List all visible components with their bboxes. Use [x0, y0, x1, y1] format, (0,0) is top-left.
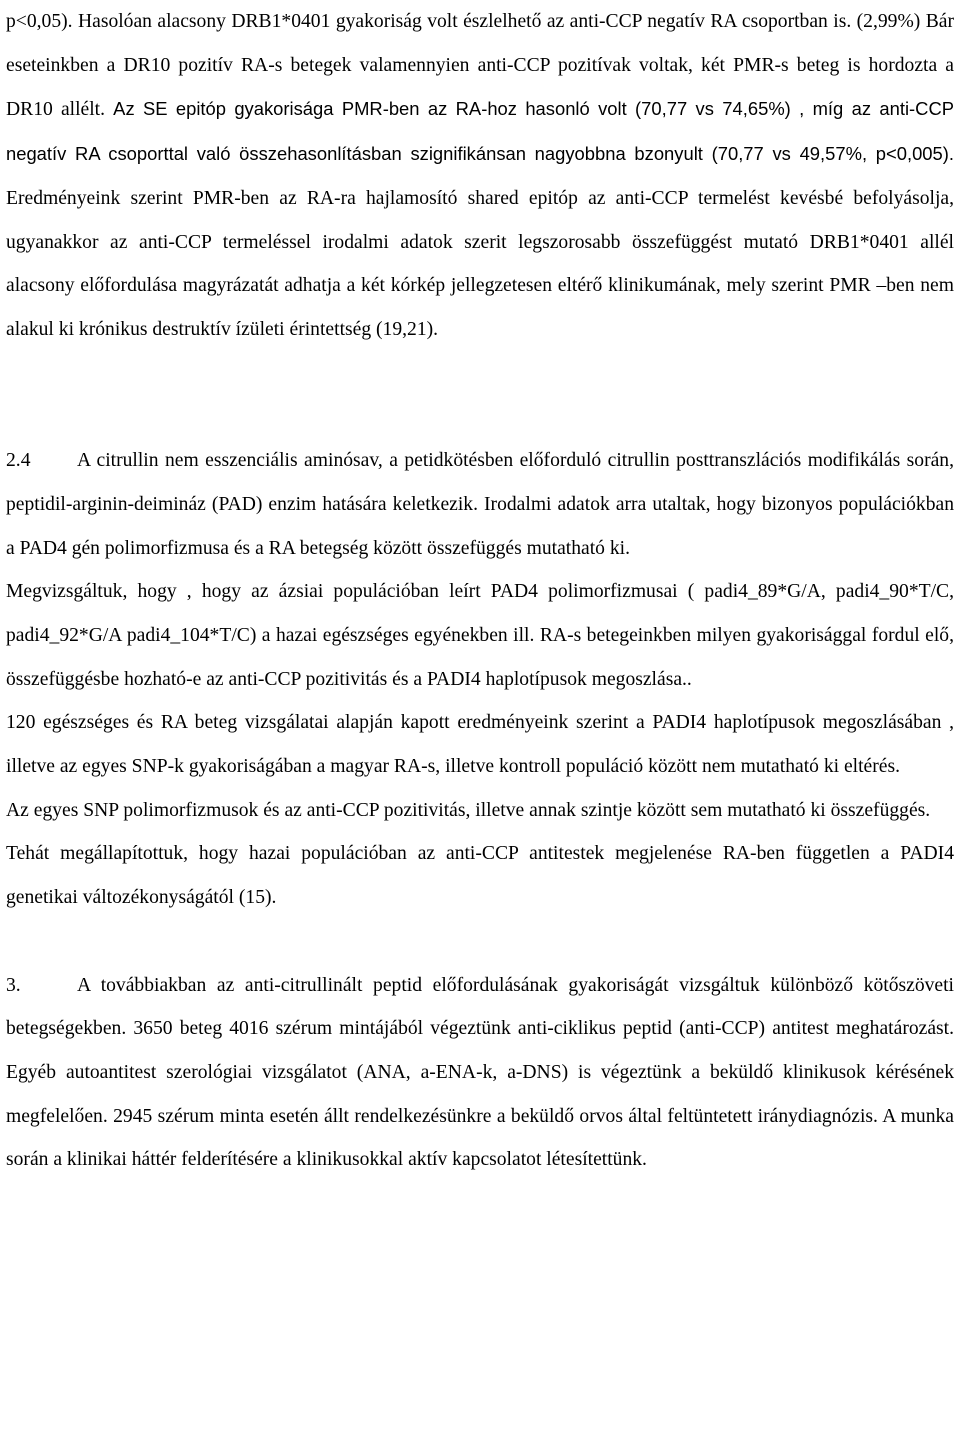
section-2-4-paragraph-4	[6, 789, 954, 833]
section-2-4-paragraph-5	[6, 832, 954, 919]
section-2-4-paragraph-2	[6, 570, 954, 701]
section-2-4-text-2: Megvizsgáltuk, hogy , hogy az ázsiai populációban leírt PAD4 polimorfizmusai ( padi4_89*G/A, padi4_90*T/C, padi4_92*G/A padi4_104*T/C) a hazai egészséges egyénekben ill. RA-s betegeinkben milyen gyakorisággal fordul elő, összefüggésbe hozható-e az anti-CCP pozitivitás és a PADI4 haplotípusok megoszlása..	[6, 581, 954, 690]
section-2-4-paragraph-1	[6, 439, 954, 570]
section-number: 3.	[6, 974, 21, 996]
section-2-4-text-4: Az egyes SNP polimorfizmusok és az anti-CCP pozitivitás, illetve annak szintje között sem mutatható ki összefüggés.	[6, 799, 931, 821]
section-2-4-text-3: 120 egészséges és RA beteg vizsgálatai alapján kapott eredményeink szerint a PADI4 haplotípusok megoszlásában , illetve az egyes SNP-k gyakoriságában a magyar RA-s, illetve kontroll populáció között nem mutatható ki eltérés.	[6, 712, 954, 778]
intro-text-serif-continued: Eredményeink szerint PMR-ben az RA-ra hajlamosító shared epitóp az anti-CCP termelést kevésbé befolyásolja, ugyanakkor az anti-CCP termeléssel irodalmi adatok szerit legszorosabb összefüggést mutató DRB1*0401 allél alacsony előfordulása magyrázatát adhatja a két kórkép jellegzetesen eltérő klinikumának, mely szerint PMR –ben nem alakul ki krónikus destruktív ízületi érintettség (19,21).	[6, 187, 954, 340]
section-2-4-paragraph-3	[6, 701, 954, 788]
intro-text-sans: Az SE epitóp gyakorisága PMR-ben az RA-hoz hasonló volt (70,77 vs 74,65%) , míg az anti-CCP negatív RA csoporttal való összehasonlításban szignifikánsan nagyobbna bzonyult (70,77 vs 49,57%, p<0,005).	[6, 98, 954, 165]
intro-text-serif: p<0,05). Hasolóan alacsony DRB1*0401 gyakoriság volt észlelhető az anti-CCP negatív RA csoportban is. (2,99%) Bár eseteinkben a DR10 pozitív RA-s betegek valamennyien anti-CCP pozitívak voltak, két PMR-s beteg is hordozta a DR10 allélt.	[6, 11, 954, 121]
section-number: 2.4	[6, 450, 31, 472]
section-2-4-text-5: Tehát megállapítottuk, hogy hazai populációban az anti-CCP antitestek megjelenése RA-ben független a PADI4 genetikai változékonyságától (15).	[6, 843, 954, 909]
intro-paragraph	[6, 0, 954, 352]
section-2-4	[6, 439, 954, 920]
section-3-text-1: A továbbiakban az anti-citrullinált peptid előfordulásának gyakoriságát vizsgáltuk különböző kötőszöveti betegségekben. 3650 beteg 4016 szérum mintájából végeztünk anti-ciklikus peptid (anti-CCP) antitest meghatározást. Egyéb autoantitest szerológiai vizsgálatot (ANA, a-ENA-k, a-DNS) is végeztünk a beküldő klinikusok kérésének megfelelően. 2945 szérum minta esetén állt rendelkezésünkre a beküldő orvos által feltüntetett iránydiagnózis. A munka során a klinikai háttér felderítésére a klinikusokkal aktív kapcsolatot létesítettünk.	[6, 974, 954, 1171]
section-2-4-text-1: A citrullin nem esszenciális aminósav, a petidkötésben előforduló citrullin posttranszlációs modifikálás során, peptidil-arginin-deimináz (PAD) enzim hatására keletkezik. Irodalmi adatok arra utaltak, hogy bizonyos populációkban a PAD4 gén polimorfizmusa és a RA betegség között összefüggés mutatható ki.	[6, 450, 954, 559]
document-page	[6, 0, 954, 1182]
section-3-paragraph-1	[6, 964, 954, 1183]
section-3	[6, 964, 954, 1183]
